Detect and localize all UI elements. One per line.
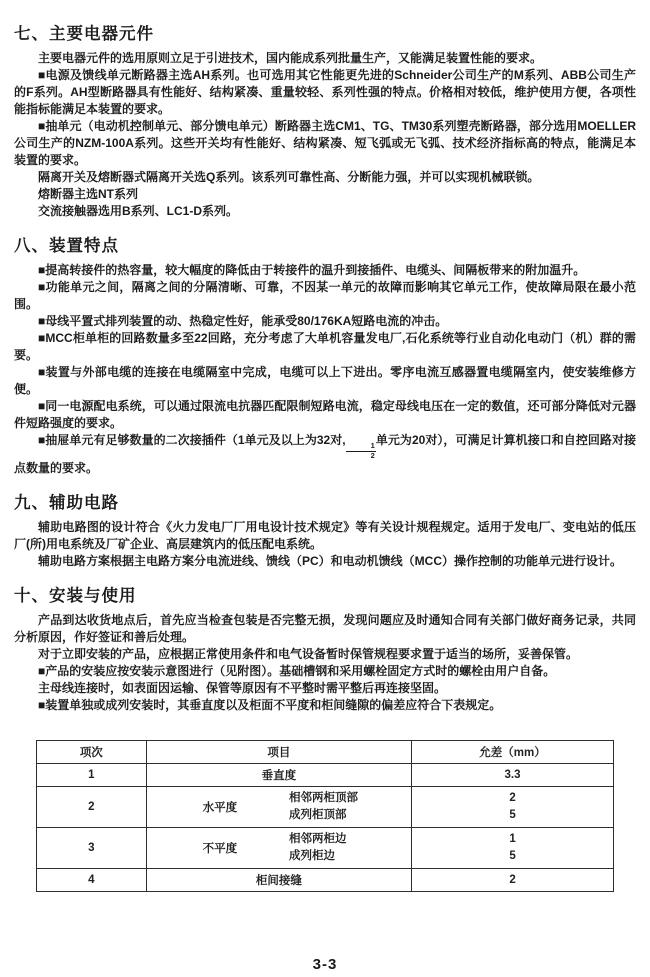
item-label: 不平度 <box>202 843 238 856</box>
paragraph-with-fraction <box>14 432 636 477</box>
cell-item: 垂直度 <box>146 764 411 787</box>
paragraph: ■MCC柜单柜的回路数量多至22回路，充分考虑了大单机容量发电厂,石化系统等行业自动化电动门（机）群的需要。 <box>14 331 636 362</box>
page-number: 3-3 <box>312 956 338 974</box>
item-sub-label: 相邻两柜边 <box>289 833 347 846</box>
paragraph: 主母线连接时，如表面因运输、保管等原因有不平整时需平整后再连接坚固。 <box>38 681 447 696</box>
cell-tolerance: 2 <box>412 869 614 892</box>
paragraph: ■同一电源配电系统，可以通过限流电抗器匹配限制短路电流，稳定母线电压在一定的数值，还可部分降低对元器件短路强度的要求。 <box>14 399 636 430</box>
paragraph: 熔断器主选NT系列 <box>38 187 138 201</box>
cell-tolerance <box>412 787 614 828</box>
tolerance-value: 2 <box>509 792 516 805</box>
paragraph: ■功能单元之间，隔离之间的分隔清晰、可靠，不因某一单元的故障而影响其它单元工作，使故障局限在最小范围。 <box>14 280 636 311</box>
text-before-fraction: ■抽屉单元有足够数量的二次接插件（1单元及以上为32对, <box>38 433 346 447</box>
cell-tolerance <box>412 828 614 869</box>
column-header-index: 项次 <box>37 741 147 764</box>
section-title: 九、辅助电路 <box>14 494 119 513</box>
tolerance-value: 1 <box>509 833 516 846</box>
section-title: 七、主要电器元件 <box>14 25 154 43</box>
text-after-fraction: 单元为20对），可满足计算机接口和自控回路对接点数量的要求。 <box>14 433 636 476</box>
tolerance-value: 5 <box>509 850 516 863</box>
section-auxiliary-circuit <box>14 489 636 570</box>
paragraph: ■产品的安装应按安装示意图进行（见附图）。基础槽钢和采用螺栓固定方式时的螺栓由用户自备。 <box>38 664 556 679</box>
section-title: 十、安装与使用 <box>14 587 137 606</box>
paragraph: ■母线平置式排列装置的动、热稳定性好，能承受80/176KA短路电流的冲击。 <box>38 314 448 328</box>
section-main-components <box>14 20 636 220</box>
column-header-tolerance: 允差（mm） <box>412 741 614 764</box>
table-row <box>37 869 614 892</box>
one-half-fraction <box>346 442 376 460</box>
section-installation-use <box>14 582 636 714</box>
section-device-features <box>14 232 636 477</box>
paragraph: ■抽单元（电动机控制单元、部分馈电单元）断路器主选CM1、TG、TM30系列塑壳断路器，部分选用MOELLER公司生产的NZM-100A系列。这些开关均有性能好、结构紧凑、短飞弧或无飞弧、技术经济指标高的特点，能满足本装置的要求。 <box>14 119 636 167</box>
paragraph: 对于立即安装的产品，应根据正常使用条件和电气设备暂时保管规程要求置于适当的场所，妥善保管。 <box>38 647 579 662</box>
cell-index: 2 <box>37 787 147 828</box>
paragraph: 主要电器元件的选用原则立足于引进技术，国内能成系列批量生产，又能满足装置性能的要求。 <box>38 51 543 65</box>
table-row <box>37 787 614 828</box>
table-row <box>37 764 614 787</box>
paragraph: 辅助电路图的设计符合《火力发电厂厂用电设计技术规定》等有关设计规程规定。适用于发电厂、变电站的低压厂(所)用电系统及厂矿企业、高层建筑内的低压配电系统。 <box>14 520 636 552</box>
paragraph: ■电源及馈线单元断路器主选AH系列。也可选用其它性能更先进的Schneider公司生产的M系列、ABB公司生产的F系列。AH型断路器具有性能好、结构紧凑、重量较轻、系列性强的特点。价格相对较低，维护使用方便，各项性能指标能满足本装置的要求。 <box>14 68 636 116</box>
table-header-row <box>37 741 614 764</box>
paragraph: 交流接触器选用B系列、LC1-D系列。 <box>38 204 238 218</box>
cell-index: 1 <box>37 764 147 787</box>
column-header-item: 项目 <box>146 741 411 764</box>
tolerance-value: 5 <box>509 809 516 822</box>
fraction-denominator: 2 <box>370 450 375 460</box>
item-label: 水平度 <box>202 802 238 815</box>
cell-item <box>146 787 411 828</box>
tolerance-table <box>36 740 614 892</box>
item-sub-labels <box>289 790 407 824</box>
fraction-numerator: 1 <box>346 442 376 452</box>
cell-index: 3 <box>37 828 147 869</box>
paragraph: 隔离开关及熔断器式隔离开关选Q系列。该系列可靠性高、分断能力强，并可以实现机械联锁。 <box>38 170 540 184</box>
paragraph: ■装置与外部电缆的连接在电缆隔室中完成，电缆可以上下进出。零序电流互感器置电缆隔室内，使安装维修方便。 <box>14 365 636 396</box>
item-sub-label: 成列柜顶部 <box>289 809 347 822</box>
cell-item: 柜间接缝 <box>146 869 411 892</box>
paragraph: 产品到达收货地点后，首先应当检查包装是否完整无损，发现问题应及时通知合同有关部门做好商务记录，共同分析原因，作好签证和善后处理。 <box>14 613 636 645</box>
item-sub-labels <box>289 831 407 865</box>
item-sub-label: 成列柜边 <box>289 850 336 863</box>
item-sub-label: 相邻两柜顶部 <box>289 792 359 805</box>
paragraph: ■装置单独或成列安装时，其垂直度以及柜面不平度和柜间缝隙的偏差应符合下表规定。 <box>38 698 502 713</box>
paragraph: ■提高转接件的热容量，较大幅度的降低由于转接件的温升到接插件、电缆头、间隔板带来的附加温升。 <box>38 263 586 277</box>
paragraph: 辅助电路方案根据主电路方案分电流进线、馈线（PC）和电动机馈线（MCC）操作控制的功能单元进行设计。 <box>38 554 623 569</box>
section-title: 八、装置特点 <box>14 237 119 255</box>
table-row <box>37 828 614 869</box>
cell-item <box>146 828 411 869</box>
cell-tolerance: 3.3 <box>412 764 614 787</box>
cell-index: 4 <box>37 869 147 892</box>
